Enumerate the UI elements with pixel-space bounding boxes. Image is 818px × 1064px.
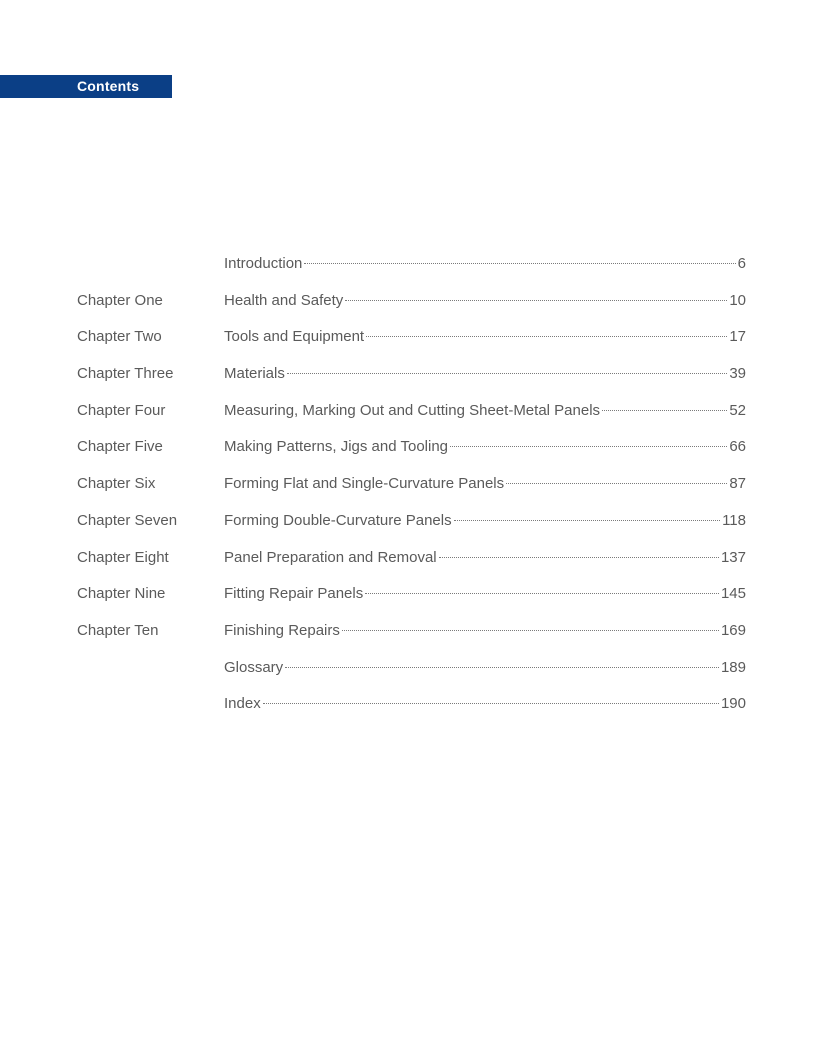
toc-entry[interactable] [224, 657, 746, 679]
toc-entry-title: Health and Safety [224, 291, 344, 309]
toc-entry[interactable] [224, 436, 746, 458]
dot-leader [304, 263, 735, 264]
toc-entry-title: Making Patterns, Jigs and Tooling [224, 438, 449, 456]
toc-page-number: 137 [720, 548, 746, 566]
toc-row [0, 657, 818, 694]
toc-entry-title: Introduction [224, 255, 303, 272]
toc-page-number: 52 [729, 401, 746, 419]
toc-page-number: 6 [737, 255, 746, 272]
toc-page-number: 118 [722, 511, 746, 529]
toc-chapter-label: Chapter Eight [77, 548, 169, 566]
toc-chapter-label: Chapter One [77, 291, 163, 309]
toc-entry-title: Tools and Equipment [224, 328, 365, 346]
dot-leader [450, 446, 727, 447]
toc-row [0, 363, 818, 400]
contents-heading-tab [0, 75, 172, 98]
toc-row [0, 620, 818, 657]
dot-leader [345, 300, 727, 301]
toc-entry[interactable] [224, 620, 746, 642]
toc-entry[interactable] [224, 400, 746, 422]
toc-entry[interactable] [224, 473, 746, 495]
toc-row [0, 436, 818, 473]
toc-chapter-label: Chapter Two [77, 328, 162, 346]
toc-entry[interactable] [224, 583, 746, 605]
toc-page-number: 39 [729, 365, 746, 383]
toc-row [0, 253, 818, 290]
toc-row [0, 326, 818, 363]
toc-entry-title: Measuring, Marking Out and Cutting Sheet-Metal Panels [224, 401, 601, 419]
toc-row [0, 693, 818, 730]
toc-entry-title: Finishing Repairs [224, 621, 340, 639]
toc-entry[interactable] [224, 547, 746, 569]
toc-entry-title: Panel Preparation and Removal [224, 548, 437, 566]
dot-leader [454, 520, 720, 521]
toc-entry[interactable] [224, 363, 746, 385]
toc-entry-title: Materials [224, 365, 285, 383]
dot-leader [602, 410, 727, 411]
toc-entry-title: Glossary [224, 658, 284, 676]
toc-page-number: 169 [720, 621, 746, 639]
toc-chapter-label: Chapter Five [77, 438, 163, 456]
toc-page-number: 145 [720, 585, 746, 603]
toc-chapter-label: Chapter Nine [77, 585, 166, 603]
dot-leader [287, 373, 727, 374]
toc-entry[interactable] [224, 510, 746, 532]
dot-leader [342, 630, 719, 631]
toc-row [0, 290, 818, 327]
toc-row [0, 510, 818, 547]
dot-leader [506, 483, 727, 484]
toc-chapter-label: Chapter Seven [77, 511, 178, 529]
dot-leader [439, 557, 719, 558]
toc-page-number: 87 [729, 475, 746, 493]
toc-row [0, 400, 818, 437]
toc-entry[interactable] [224, 290, 746, 312]
toc-entry[interactable] [224, 693, 746, 715]
toc-entry-title: Forming Flat and Single-Curvature Panels [224, 475, 505, 493]
toc-row [0, 547, 818, 584]
toc-chapter-label: Chapter Six [77, 475, 156, 493]
toc-page-number: 190 [720, 695, 746, 713]
toc-page-number: 189 [720, 658, 746, 676]
toc-entry-title: Index [224, 695, 261, 713]
toc-chapter-label: Chapter Four [77, 401, 166, 419]
dot-leader [365, 593, 719, 594]
toc-page-number: 10 [729, 291, 746, 309]
table-of-contents [0, 253, 818, 730]
contents-heading-label: Contents [77, 78, 140, 94]
dot-leader [263, 703, 719, 704]
toc-entry[interactable] [224, 253, 746, 275]
dot-leader [366, 336, 727, 337]
toc-chapter-label: Chapter Ten [77, 621, 159, 639]
toc-page-number: 66 [729, 438, 746, 456]
toc-entry[interactable] [224, 326, 746, 348]
toc-entry-title: Forming Double-Curvature Panels [224, 511, 452, 529]
toc-row [0, 583, 818, 620]
toc-row [0, 473, 818, 510]
dot-leader [285, 667, 719, 668]
toc-chapter-label: Chapter Three [77, 365, 174, 383]
toc-entry-title: Fitting Repair Panels [224, 585, 364, 603]
toc-page-number: 17 [729, 328, 746, 346]
